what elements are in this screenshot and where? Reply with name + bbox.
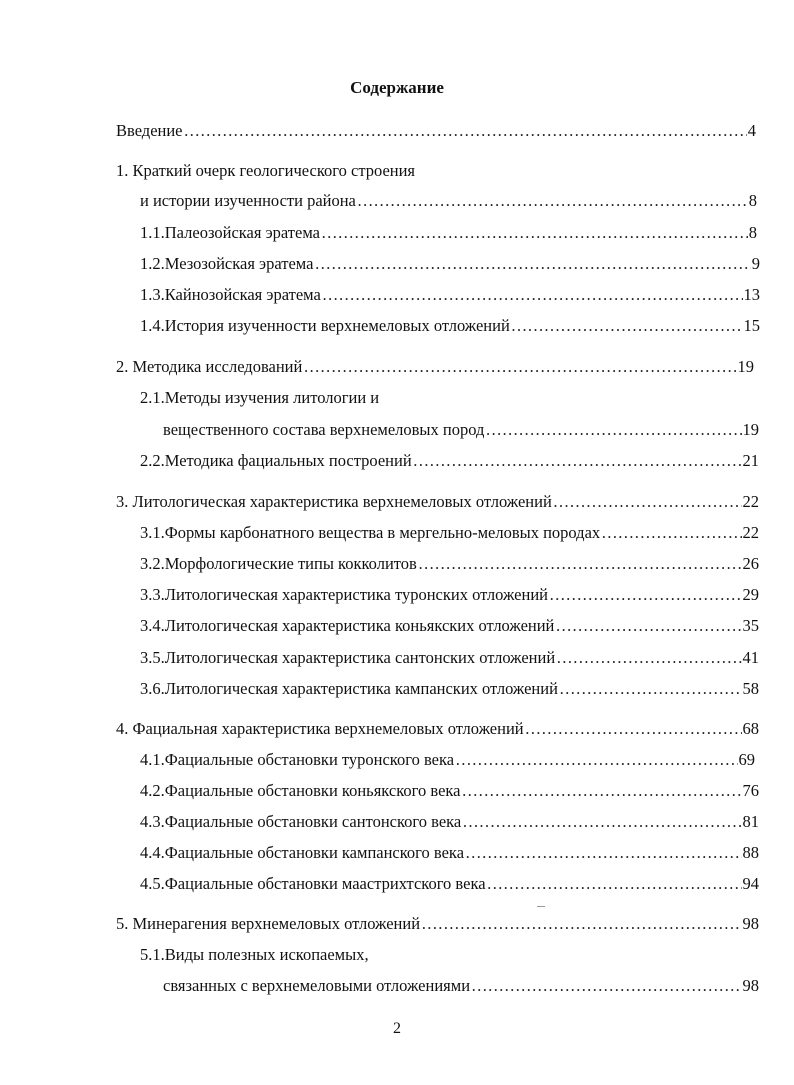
toc-page-number: 9 (751, 254, 760, 273)
dot-leader (553, 490, 742, 514)
toc-section-1-2 (140, 252, 760, 276)
toc-chapter-3 (116, 490, 759, 514)
toc-section-5-1 (163, 974, 759, 998)
dot-leader (525, 717, 742, 741)
toc-section-3-4 (140, 614, 759, 638)
dot-leader (321, 221, 748, 245)
toc-entry-text: 1.3.Кайнозойская эратема (140, 285, 321, 304)
toc-page-number: 4 (747, 121, 756, 140)
toc-section-1-1 (140, 221, 757, 245)
toc-entry-text: связанных с верхнемеловыми отложениями (163, 976, 471, 995)
toc-entry-text: 3.6.Литологическая характеристика кампанских отложений (140, 679, 558, 698)
toc-section-3-3 (140, 583, 759, 607)
toc-chapter-4 (116, 717, 759, 741)
toc-chapter-1-heading: 1. Краткий очерк геологического строения (116, 161, 416, 180)
toc-entry-text: 4.3.Фациальные обстановки сантонского века (140, 812, 462, 831)
toc-section-4-3 (140, 810, 759, 834)
toc-page-number: 22 (742, 492, 759, 511)
toc-chapter-5 (116, 912, 759, 936)
toc-entry-text: 4.5.Фациальные обстановки маастрихтского века (140, 874, 486, 893)
toc-section-4-5 (140, 872, 759, 896)
dot-leader (601, 521, 741, 545)
toc-entry-text: 3.3.Литологическая характеристика туронских отложений (140, 585, 548, 604)
toc-page-number: 19 (737, 357, 754, 376)
toc-page-number: 69 (738, 750, 755, 769)
dot-leader (465, 841, 741, 865)
toc-entry-text: Введение (116, 121, 183, 140)
toc-page-number: 21 (742, 451, 759, 470)
toc-entry-text: 2.2.Методика фациальных построений (140, 451, 412, 470)
toc-page-number: 29 (742, 585, 759, 604)
dot-leader (462, 810, 741, 834)
toc-page-number: 76 (742, 781, 759, 800)
toc-page-number: 26 (742, 554, 759, 573)
toc-page-number: 8 (748, 191, 757, 210)
toc-section-2-1 (163, 418, 759, 442)
dot-leader (413, 449, 742, 473)
toc-entry-text: 1.4.История изученности верхнемеловых отложений (140, 316, 510, 335)
scan-speck (537, 906, 545, 907)
toc-section-2-1-heading: 2.1.Методы изучения литологии и (140, 388, 380, 407)
dot-leader (455, 748, 737, 772)
dot-leader (559, 677, 742, 701)
dot-leader (322, 283, 743, 307)
toc-section-3-5 (140, 646, 759, 670)
toc-entry-text: 3. Литологическая характеристика верхнемеловых отложений (116, 492, 552, 511)
dot-leader (184, 119, 747, 143)
dot-leader (471, 974, 741, 998)
dot-leader (511, 314, 743, 338)
dot-leader (303, 355, 736, 379)
dot-leader (418, 552, 742, 576)
dot-leader (487, 872, 742, 896)
toc-section-4-2 (140, 779, 759, 803)
toc-section-1-4 (140, 314, 760, 338)
dot-leader (549, 583, 742, 607)
dot-leader (421, 912, 741, 936)
toc-entry-text: 3.2.Морфологические типы кокколитов (140, 554, 417, 573)
toc-entry-text: вещественного состава верхнемеловых пород (163, 420, 485, 439)
dot-leader (314, 252, 750, 276)
toc-entry-introduction (116, 119, 756, 143)
dot-leader (461, 779, 741, 803)
toc-entry-text: 5. Минерагения верхнемеловых отложений (116, 914, 421, 933)
toc-entry-text: 4. Фациальная характеристика верхнемеловых отложений (116, 719, 524, 738)
toc-page-number: 22 (742, 523, 759, 542)
page-number: 2 (393, 1020, 401, 1037)
toc-entry-text: 4.2.Фациальные обстановки коньякского века (140, 781, 461, 800)
toc-entry-text: 3.4.Литологическая характеристика коньякских отложений (140, 616, 555, 635)
toc-page-number: 98 (742, 976, 759, 995)
toc-section-1-3 (140, 283, 760, 307)
toc-page-number: 19 (742, 420, 759, 439)
dot-leader (555, 614, 741, 638)
toc-page-number: 8 (748, 223, 757, 242)
toc-page-number: 98 (742, 914, 759, 933)
toc-page-number: 13 (743, 285, 760, 304)
toc-entry-text: 4.1.Фациальные обстановки туронского века (140, 750, 455, 769)
toc-section-4-1 (140, 748, 755, 772)
toc-entry-text: 2. Методика исследований (116, 357, 303, 376)
dot-leader (485, 418, 741, 442)
toc-chapter-2 (116, 355, 754, 379)
toc-chapter-1 (140, 189, 757, 213)
toc-entry-text: 3.5.Литологическая характеристика сантонских отложений (140, 648, 556, 667)
toc-page-number: 41 (742, 648, 759, 667)
toc-entry-text: 4.4.Фациальные обстановки кампанского века (140, 843, 465, 862)
toc-page-number: 68 (742, 719, 759, 738)
toc-section-3-2 (140, 552, 759, 576)
toc-entry-text: и истории изученности района (140, 191, 356, 210)
toc-entry-text: 1.1.Палеозойская эратема (140, 223, 320, 242)
toc-entry-text: 3.1.Формы карбонатного вещества в мергельно-меловых породах (140, 523, 601, 542)
toc-section-3-6 (140, 677, 759, 701)
toc-page-number: 88 (742, 843, 759, 862)
toc-section-5-1-heading: 5.1.Виды полезных ископаемых, (140, 945, 369, 964)
toc-page-number: 58 (742, 679, 759, 698)
toc-page-number: 15 (743, 316, 760, 335)
toc-entry-text: 1.2.Мезозойская эратема (140, 254, 314, 273)
toc-page-number: 35 (742, 616, 759, 635)
dot-leader (357, 189, 748, 213)
toc-title: Содержание (350, 78, 444, 97)
dot-leader (556, 646, 741, 670)
toc-page-number: 81 (742, 812, 759, 831)
toc-section-3-1 (140, 521, 759, 545)
toc-page-number: 94 (742, 874, 759, 893)
toc-section-2-2 (140, 449, 759, 473)
toc-section-4-4 (140, 841, 759, 865)
